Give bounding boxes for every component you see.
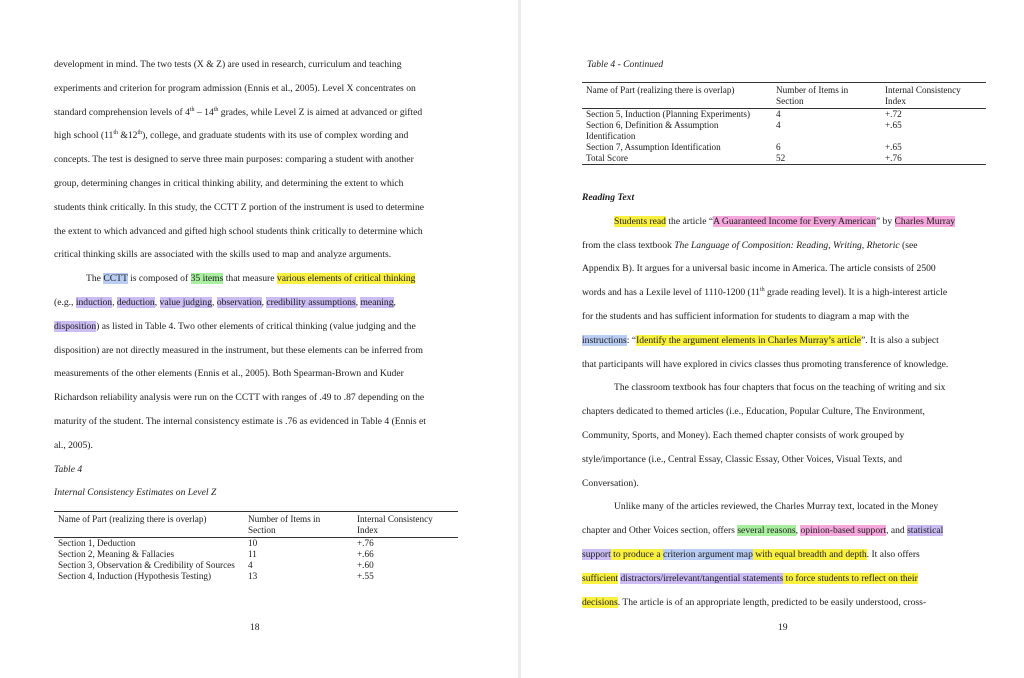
highlight-statistical: statistical	[907, 525, 944, 537]
text-line	[582, 329, 987, 353]
table-title: Internal Consistency Estimates on Level Z	[54, 487, 217, 499]
text-line: maturity of the student. The internal consistency estimate is .76 as evidenced in Table 4 (Ennis et	[54, 415, 426, 427]
text-line: development in mind. The two tests (X & Z) are used in research, curriculum and teaching	[54, 59, 402, 70]
table-row	[54, 538, 458, 550]
table-header: Number of Items in Section	[244, 512, 353, 538]
text-run: chapter and Other Voices section, offers	[582, 525, 738, 537]
table-4	[54, 511, 458, 582]
table-cell: Section 6, Definition & Assumption Identification	[586, 120, 719, 141]
text-line: The classroom textbook has four chapters that focus on the teaching of writing and six	[614, 382, 946, 394]
highlight-force-reflect: to force students to reflect on their	[783, 572, 918, 584]
book-title: The Language of Composition: Reading, Writing, Rhetoric	[674, 239, 900, 251]
highlight-induction: induction	[75, 296, 113, 308]
highlight-credibility: credibility assumptions	[266, 296, 356, 308]
text-run: ) as listed in Table 4. Two other elements of critical thinking (value judging and the	[96, 320, 416, 332]
table-header: Internal Consistency Index	[881, 83, 986, 109]
highlight-opinion-support: opinion-based support	[800, 525, 887, 537]
table-cell: 52	[772, 153, 881, 165]
table-row	[54, 549, 458, 560]
text-line: critical thinking skills are associated with the skills used to map and analyze arguments.	[54, 249, 392, 261]
text-line: (e.g., induction, deduction, value judging, observation, credibility assumptions, meaning,	[54, 296, 396, 308]
table-cell: 13	[248, 571, 258, 581]
table-label: Table 4	[54, 463, 83, 475]
text-run: . It also offers	[866, 548, 920, 560]
text-line: al., 2005).	[54, 439, 93, 451]
text-line: group, determining changes in critical thinking ability, and determining the extent to which	[54, 177, 404, 189]
table-cell: 4	[776, 109, 781, 119]
table-continued-caption: Table 4 - Continued	[587, 59, 664, 70]
table-cell: +.72	[885, 109, 902, 119]
highlight-support: support	[582, 548, 611, 560]
text-run: . The article is of an appropriate length, predicted to be easily understood, cross-	[617, 596, 927, 608]
highlight-several-reasons: several reasons	[737, 525, 796, 537]
table-cell: Section 4, Induction (Hypothesis Testing)	[58, 571, 212, 581]
text-line: experiments and criterion for program admission (Ennis et al., 2005). Level X concentrates on	[54, 82, 416, 94]
table-header: Internal Consistency Index	[353, 512, 458, 538]
table-header-row	[582, 83, 986, 109]
table-row	[582, 142, 986, 153]
highlight-breadth-depth: with equal breadth and depth	[752, 548, 867, 560]
page-number: 19	[778, 622, 788, 633]
table-cell: +.65	[885, 142, 902, 152]
text-line: disposition) are not directly measured in the instrument, but these elements can be inferred from	[54, 344, 423, 356]
table-header: Number of Items in Section	[772, 83, 881, 109]
table-4-continued	[582, 82, 986, 165]
table-cell: 11	[248, 549, 257, 559]
table-header-row	[54, 512, 458, 538]
text-line	[54, 315, 459, 339]
text-run: , and	[886, 525, 908, 537]
highlight-instructions: instructions	[582, 334, 627, 346]
highlight-deduction: deduction	[116, 296, 155, 308]
highlight-students-read: Students read	[614, 215, 666, 227]
text-run: that measure	[223, 273, 277, 285]
table-cell: +.55	[357, 571, 374, 581]
table-cell: 4	[248, 560, 253, 570]
table-cell: +.65	[885, 120, 902, 130]
text-run: (e.g.,	[54, 296, 76, 308]
highlight-value-judging: value judging	[159, 296, 213, 308]
highlight-article-title: A Guaranteed Income for Every American	[713, 215, 876, 227]
table-header: Name of Part (realizing there is overlap)	[582, 83, 772, 109]
text-line	[582, 591, 987, 615]
table-row	[54, 560, 458, 571]
highlight-sufficient: sufficient	[582, 572, 619, 584]
highlight-author: Charles Murray	[894, 215, 956, 227]
table-cell: Total Score	[582, 153, 772, 165]
text-run: The	[86, 273, 104, 285]
text-line: style/importance (i.e., Central Essay, Classic Essay, Other Voices, Visual Texts, and	[582, 453, 902, 465]
text-line: chapters dedicated to themed articles (i.e., Education, Popular Culture, The Environment,	[582, 406, 925, 418]
text-run: from the class textbook	[582, 239, 675, 251]
text-line: high school (11th &12th), college, and graduate students with its use of complex wording and	[54, 130, 409, 142]
highlight-decisions: decisions	[582, 596, 618, 608]
table-cell: +.76	[881, 153, 986, 165]
text-line: Unlike many of the articles reviewed, the Charles Murray text, located in the Money	[614, 501, 939, 513]
text-line: students think critically. In this study, the CCTT Z portion of the instrument is used to determine	[54, 201, 425, 213]
table-cell: +.76	[357, 538, 374, 548]
table-cell: Section 5, Induction (Planning Experiments)	[586, 109, 751, 119]
highlight-cctt: CCTT	[103, 273, 128, 285]
text-line: Appendix B). It argues for a universal basic income in America. The article consists of 2500	[582, 263, 936, 275]
text-line: Community, Sports, and Money). Each themed chapter consists of work grouped by	[582, 429, 905, 441]
table-row	[582, 109, 986, 121]
text-run: ” by	[875, 215, 895, 227]
highlight-to-produce: to produce a	[610, 548, 663, 560]
highlight-35-items: 35 items	[190, 273, 224, 285]
text-line: the extent to which advanced and gifted high school students think critically to determine which	[54, 225, 423, 237]
highlight-disposition: disposition	[54, 320, 97, 332]
highlight-distractors: distractors/irrelevant/tangential statements	[620, 572, 784, 584]
text-line: that participants will have explored in civics classes thus promoting transference of knowledge.	[582, 358, 949, 370]
text-line: for the students and has sufficient information for students to diagram a map with the	[582, 310, 910, 322]
page-right	[521, 0, 1024, 678]
text-line	[582, 543, 987, 567]
table-cell: Section 3, Observation & Credibility of Sources	[58, 560, 235, 570]
text-line: standard comprehension levels of 4th – 14th grades, while Level Z is aimed at advanced or gifted	[54, 106, 423, 118]
text-line: concepts. The test is designed to serve three main purposes: comparing a student with another	[54, 154, 414, 166]
text-line: measurements of the other elements (Ennis et al., 2005). Both Spearman-Brown and Kuder	[54, 368, 404, 380]
table-cell: Section 7, Assumption Identification	[586, 142, 721, 152]
table-cell: Section 1, Deduction	[58, 538, 136, 548]
text-line: Richardson reliability analysis were run on the CCTT with ranges of .49 to .87 depending on the	[54, 392, 425, 404]
left-body-text	[54, 53, 459, 505]
table-cell: 4	[776, 120, 781, 130]
table-row	[582, 120, 986, 142]
text-line	[582, 234, 987, 258]
table-header: Name of Part (realizing there is overlap)	[54, 512, 244, 538]
table-row	[54, 571, 458, 582]
table-cell: 6	[776, 142, 781, 152]
right-body-text	[582, 186, 987, 614]
table-cell: +.66	[357, 549, 374, 559]
page-number: 18	[250, 622, 260, 633]
highlight-various-elements: various elements of critical thinking	[276, 273, 416, 285]
highlight-meaning: meaning	[360, 296, 394, 308]
text-line	[54, 267, 459, 291]
highlight-observation: observation	[216, 296, 262, 308]
highlight-instruction-quote: Identify the argument elements in Charles Murray’s article	[636, 334, 862, 346]
highlight-criterion-map: criterion argument map	[663, 548, 753, 560]
text-run: (see	[899, 239, 918, 251]
text-line: words and has a Lexile level of 1110-1200 (11th grade reading level). It is a high-interest article	[582, 287, 948, 299]
table-cell: Section 2, Meaning & Fallacies	[58, 549, 175, 559]
table-row	[582, 153, 986, 165]
text-run: : “	[626, 334, 637, 346]
section-heading: Reading Text	[582, 192, 635, 203]
table-cell: +.60	[357, 560, 374, 570]
text-line: chapter and Other Voices section, offers several reasons, opinion-based support, and statistical	[582, 525, 944, 537]
text-line	[582, 210, 987, 234]
text-line	[582, 567, 987, 591]
text-line: Conversation).	[582, 477, 639, 489]
text-run: ”. It is also a subject	[861, 334, 939, 346]
text-run: is composed of	[127, 273, 191, 285]
table-cell: 10	[248, 538, 258, 548]
text-run: the article “	[665, 215, 714, 227]
